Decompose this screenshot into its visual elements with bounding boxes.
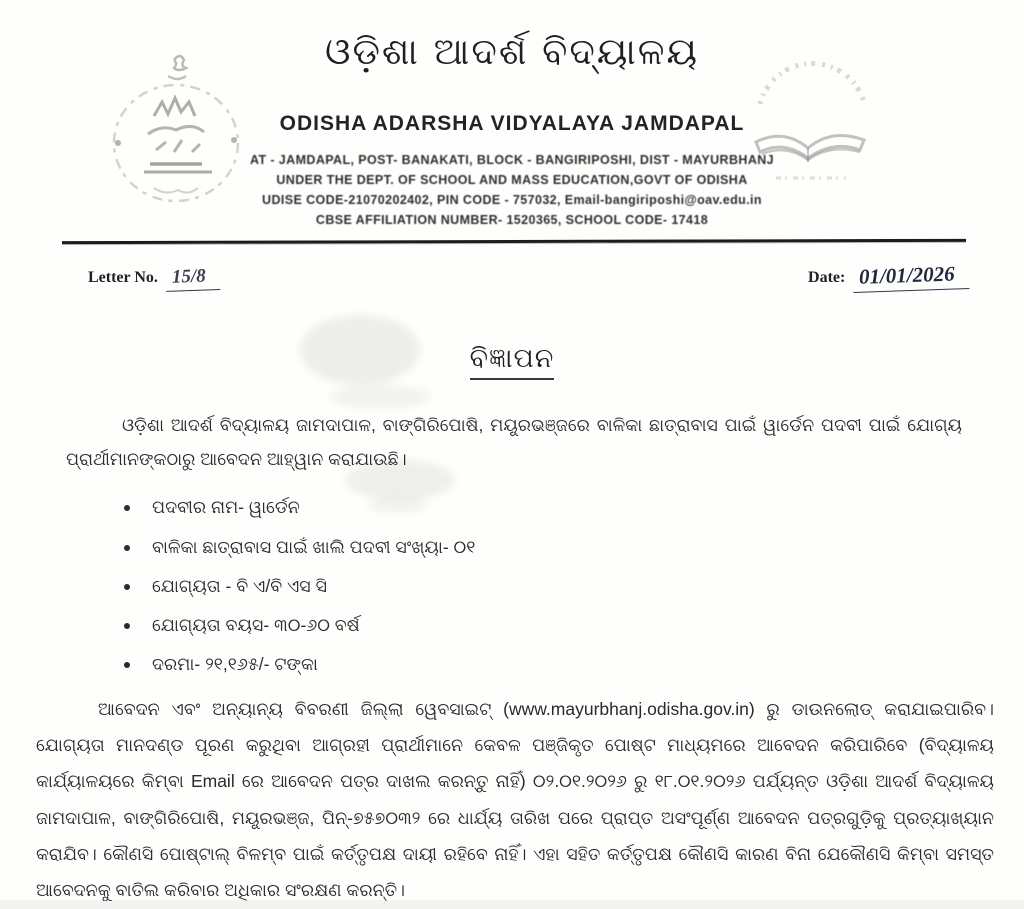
letterhead-address [0,150,1024,230]
header-divider [62,239,966,244]
letter-no-handwritten-value: 15/8 [165,265,220,292]
bullet-age-limit: ଯୋଗ୍ୟତା ବୟସ- ୩୦-୬୦ ବର୍ଷ [118,612,1024,638]
date-handwritten-value: 01/01/2026 [853,261,970,293]
letter-no-label: Letter No. [88,269,158,286]
letter-no-group [88,266,220,291]
bullet-vacancy-count: ବାଳିକା ଛାତ୍ରାବାସ ପାଇଁ ଖାଲି ପଦବୀ ସଂଖ୍ୟା- ୦୧ [118,534,1024,560]
notice-bullet-list [118,494,1024,677]
scan-smudge [330,385,430,409]
date-label: Date: [808,269,846,286]
bullet-salary: ଦରମା- ୨୧,୧୬୫/- ଟଙ୍କା [118,651,1024,677]
letter-meta-row [88,263,969,291]
bullet-qualification: ଯୋଗ୍ୟତା - ବି ଏ/ବି ଏସ ସି [118,573,1024,599]
notice-title-wrap [0,343,1024,380]
school-name-english: ODISHA ADARSHA VIDYALAYA JAMDAPAL [279,112,745,135]
address-line-4: CBSE AFFILIATION NUMBER- 1520365, SCHOOL CODE- 17418 [315,213,709,227]
address-line-2: UNDER THE DEPT. OF SCHOOL AND MASS EDUCATION,GOVT OF ODISHA [276,173,748,187]
notice-body-paragraph: ଆବେଦନ ଏବଂ ଅନ୍ୟାନ୍ୟ ବିବରଣୀ ଜିଲ୍ଲା ୱେବସାଇଟ୍ (www.mayurbhanj.odisha.gov.in) ରୁ ଡାଉନଲୋଡ୍ କରାଯାଇପାରିବ। ଯୋଗ୍ୟତା ମାନଦଣ୍ଡ ପୂରଣ କରୁଥିବା ଆଗ୍ରହୀ ପ୍ରାର୍ଥୀମାନେ କେବଳ ପଞ୍ଜିକୃତ ପୋଷ୍ଟ ମାଧ୍ୟମରେ ଆବେଦନ କରିପାରିବେ (ବିଦ୍ୟାଳୟ କାର୍ଯ୍ୟାଳୟରେ କିମ୍ବା Email ରେ ଆବେଦନ ପତ୍ର ଦାଖଲ କରନ୍ତୁ ନାହିଁ) ୦୨.୦୧.୨୦୨୬ ରୁ ୧୮.୦୧.୨୦୨୬ ପର୍ଯ୍ୟନ୍ତ ଓଡ଼ିଶା ଆଦର୍ଶ ବିଦ୍ୟାଳୟ ଜାମଦାପାଳ, ବାଙ୍ଗିରିପୋଷି, ମୟୂରଭଞ୍ଜ, ପିନ୍-୭୫୭୦୩୨ ରେ ଧାର୍ଯ୍ୟ ତାରିଖ ପରେ ପ୍ରାପ୍ତ ଅସଂପୂର୍ଣ୍ଣ ଆବେଦନ ପତ୍ରଗୁଡ଼ିକୁ ପ୍ରତ୍ୟାଖ୍ୟାନ କରାଯିବ। କୌଣସି ପୋଷ୍ଟାଲ୍ ବିଳମ୍ବ ପାଇଁ କର୍ତ୍ତୃପକ୍ଷ ଦାୟୀ ରହିବେ ନାହିଁ। ଏହା ସହିତ କର୍ତ୍ତୃପକ୍ଷ କୌଣସି କାରଣ ବିନା ଯେକୌଣସି କିମ୍ବା ସମସ୍ତ ଆବେଦନକୁ ବାତିଲ କରିବାର ଅଧିକାର ସଂରକ୍ଷଣ କରନ୍ତି। [36,698,994,901]
bullet-post-name: ପଦବୀର ନାମ- ୱାର୍ଡେନ [118,494,1024,520]
notice-intro-paragraph: ଓଡ଼ିଶା ଆଦର୍ଶ ବିଦ୍ୟାଳୟ ଜାମଦାପାଳ, ବାଙ୍ଗିରିପୋଷି, ମୟୂରଭଞ୍ଜରେ ବାଳିକା ଛାତ୍ରାବାସ ପାଇଁ ୱାର୍ଡେନ ପଦବୀ ପାଇଁ ଯୋଗ୍ୟ ପ୍ରାର୍ଥୀମାନଙ୍କଠାରୁ ଆବେଦନ ଆହ୍ୱାନ କରାଯାଉଛି। [66,415,962,470]
address-line-1: AT - JAMDAPAL, POST- BANAKATI, BLOCK - BANGIRIPOSHI, DIST - MAYURBHANJ [249,153,775,167]
date-group [808,263,969,291]
address-line-3: UDISE CODE-21070202402, PIN CODE - 757032, Email-bangiriposhi@oav.edu.in [262,193,762,207]
notice-title: ବିଜ୍ଞାପନ [470,343,555,380]
letterhead [0,0,1024,230]
school-name-odia: ଓଡ଼ିଶା ଆଦର୍ଶ ବିଦ୍ୟାଳୟ [324,30,700,73]
